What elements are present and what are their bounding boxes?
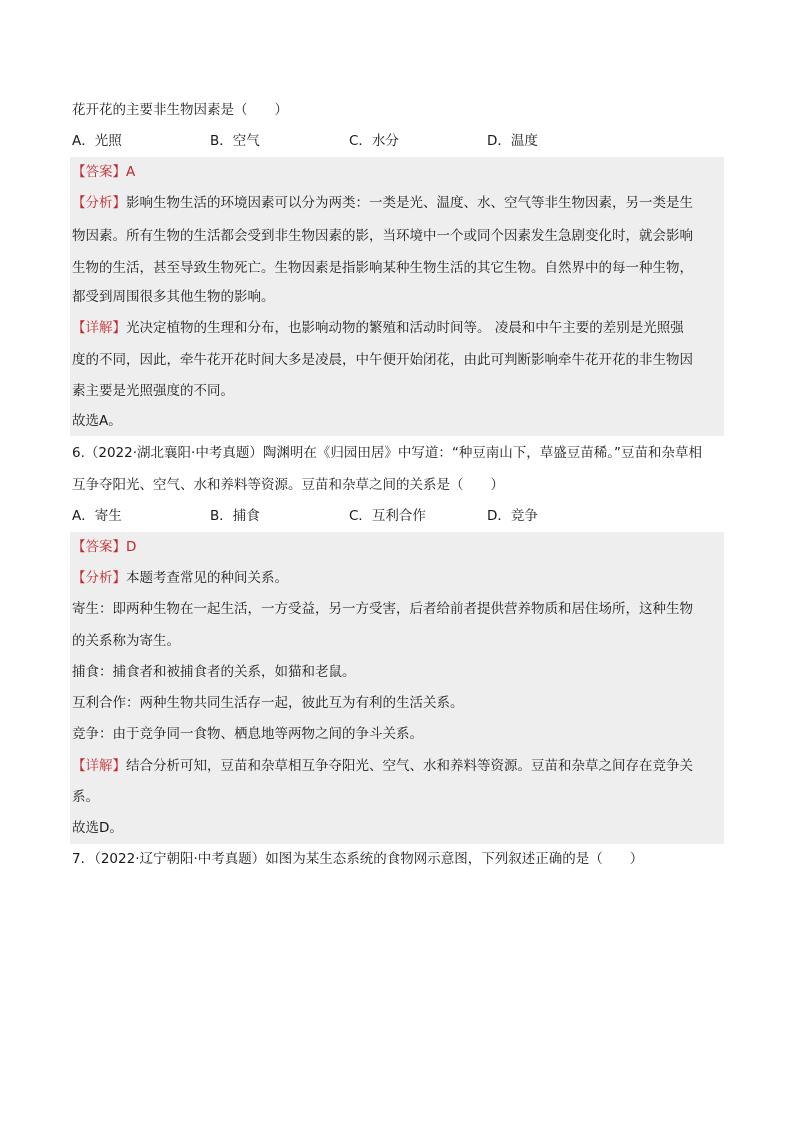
q6-predation: 捕食：捕食者和被捕食者的关系，如猫和老鼠。 (72, 664, 356, 680)
question-5-stem: 花开花的主要非生物因素是（ ） (72, 102, 288, 118)
q5-answer (72, 162, 135, 182)
q6-analysis (72, 568, 288, 588)
detail-text: 光决定植物的生理和分布，也影响动物的繁殖和活动时间等。 凌晨和中午主要的差别是光照强 (126, 320, 684, 336)
answer-tag: 【答案】 (72, 539, 126, 555)
q6-conclusion: 故选D。 (72, 820, 123, 836)
analysis-tag: 【分析】 (72, 195, 126, 211)
question-7-stem: 7．（2022·辽宁朝阳·中考真题）如图为某生态系统的食物网示意图，下列叙述正确的是（ ） (72, 851, 644, 867)
answer-value: D (126, 539, 137, 555)
q6-parasitism-line: 的关系称为寄生。 (72, 633, 180, 649)
q5-detail-line (72, 318, 724, 338)
detail-tag: 【详解】 (72, 320, 126, 336)
question-6-stem: 互争夺阳光、空气、水和养料等资源。豆苗和杂草之间的关系是（ ） (72, 477, 504, 493)
analysis-tag: 【分析】 (72, 570, 126, 586)
q5-option-d: D．温度 (487, 133, 538, 149)
q6-parasitism-line: 寄生：即两种生物在一起生活，一方受益，另一方受害，后者给前者提供营养物质和居住场所，这种生物 (72, 601, 693, 617)
q5-analysis-line: 生物的生活，甚至导致生物死亡。生物因素是指影响某种生物生活的其它生物。自然界中的每一种生物， (72, 260, 693, 276)
detail-tag: 【详解】 (72, 758, 126, 774)
q6-mutualism: 互利合作：两种生物共同生活存一起，彼此互为有利的生活关系。 (72, 695, 464, 711)
q5-analysis-line: 物因素。所有生物的生活都会受到非生物因素的影，当环境中一个或同个因素发生急剧变化时，就会影响 (72, 228, 693, 244)
detail-text: 结合分析可知，豆苗和杂草相互争夺阳光、空气、水和养料等资源。豆苗和杂草之间存在竞争关 (126, 758, 693, 774)
q5-conclusion: 故选A。 (72, 413, 122, 429)
q6-competition: 竞争：由于竞争同一食物、栖息地等两物之间的争斗关系。 (72, 726, 423, 742)
answer-tag: 【答案】 (72, 164, 126, 180)
analysis-text: 本题考查常见的种间关系。 (126, 570, 288, 586)
q6-answer (72, 537, 136, 557)
question-6-stem: 6.（2022·湖北襄阳·中考真题）陶渊明在《归园田居》中写道：“种豆南山下，草盛豆苗稀。”豆苗和杂草相 (72, 445, 703, 461)
q6-option-a: A．寄生 (72, 508, 122, 524)
q6-option-c: C．互利合作 (349, 508, 426, 524)
q5-detail-line: 素主要是光照强度的不同。 (72, 383, 234, 399)
answer-value: A (126, 164, 136, 180)
q5-option-b: B．空气 (210, 133, 260, 149)
q6-option-b: B．捕食 (210, 508, 260, 524)
q6-detail-line (72, 756, 724, 776)
q5-analysis-line: 都受到周围很多其他生物的影响。 (72, 289, 275, 305)
q5-option-c: C．水分 (349, 133, 399, 149)
q5-detail-line: 度的不同，因此，牵牛花开花时间大多是凌晨，中午便开始闭花，由此可判断影响牵牛花开花的非生物因 (72, 352, 693, 368)
q6-detail-line: 系。 (72, 789, 99, 805)
q5-option-a: A．光照 (72, 133, 122, 149)
q6-option-d: D．竞争 (487, 508, 538, 524)
q5-analysis-line (72, 193, 724, 213)
analysis-text: 影响生物生活的环境因素可以分为两类：一类是光、温度、水、空气等非生物因素，另一类是生 (126, 195, 693, 211)
